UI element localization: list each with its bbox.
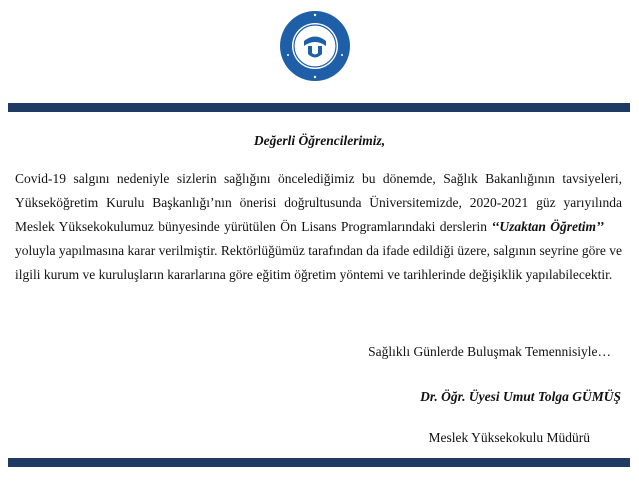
letter-paragraph [15,167,622,287]
signer-title: Meslek Yüksekokulu Müdürü [428,430,590,445]
signer-name: Dr. Öğr. Üyesi Umut Tolga GÜMÜŞ [420,389,621,404]
bottom-divider-bar [8,458,630,467]
paragraph-part-2: yoluyla yapılmasına karar verilmiştir. Rektörlüğümüz tarafından da ifade edildiği üzere, salgının seyrine göre ve ilgili kurum ve kuruluşların kararlarına göre eğitim öğretim yöntemi ve tarihlerinde değişiklik yapılabilecektir. [15,243,622,282]
closing-line: Sağlıklı Günlerde Buluşmak Temennisiyle… [368,344,611,359]
paragraph-part-1: Covid-19 salgını nedeniyle sizlerin sağlığını öncelediğimiz bu dönemde, Sağlık Bakanlığının tavsiyeleri, Yükseköğretim Kurulu Başkanlığı’nın önerisi doğrultusunda Üniversitemizde, 2020-2021 güz yarıyılında Meslek Yüksekokulumuz bünyesinde yürütülen Ön Lisans Programlarındaki derslerin [15,171,622,234]
university-seal-icon [279,10,351,82]
university-logo [279,10,351,82]
salutation: Değerli Öğrencilerimiz, [253,133,386,148]
top-divider-bar [8,103,630,112]
uzaktan-ogretim-quote: ‘‘Uzaktan Öğretim’’ [491,219,604,234]
letter-body [15,167,622,287]
